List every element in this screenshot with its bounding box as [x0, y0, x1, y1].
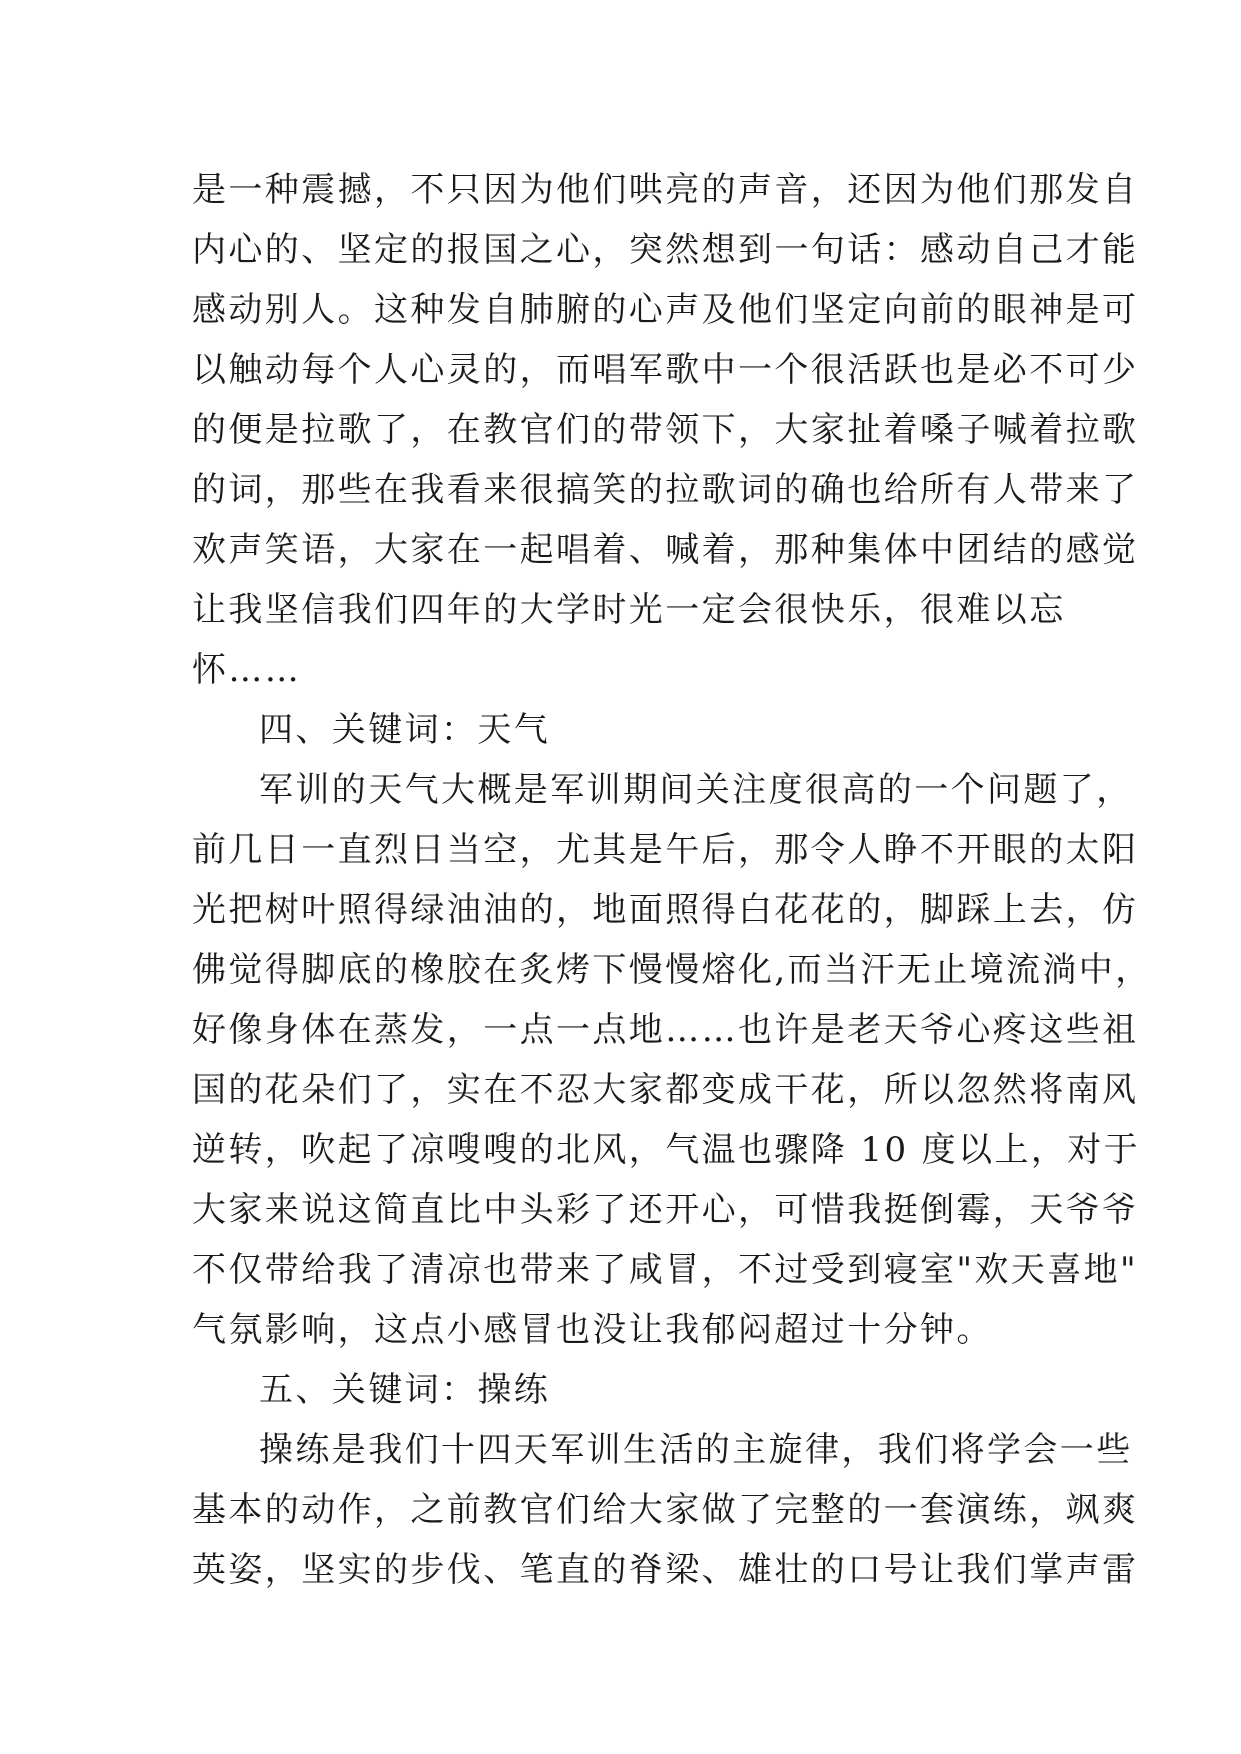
text-line: 怀…… — [192, 650, 302, 690]
text-line: 不仅带给我了清凉也带来了咸冒，不过受到寝室"欢天喜地" — [192, 1250, 1139, 1290]
text-line: 让我坚信我们四年的大学时光一定会很快乐，很难以忘 — [192, 590, 1066, 630]
text-line: 感动别人。这种发自肺腑的心声及他们坚定向前的眼神是可 — [192, 290, 1139, 330]
text-line: 前几日一直烈日当空，尤其是午后，那令人睁不开眼的太阳 — [192, 830, 1139, 870]
text-line: 佛觉得脚底的橡胶在炙烤下慢慢熔化,而当汗无止境流淌中， — [192, 950, 1152, 990]
section-heading-weather: 四、关键词：天气 — [259, 710, 551, 750]
text-line: 国的花朵们了，实在不忍大家都变成干花，所以忽然将南风 — [192, 1070, 1139, 1110]
text-line: 是一种震撼，不只因为他们哄亮的声音，还因为他们那发自 — [192, 170, 1139, 210]
section-heading-drill: 五、关键词：操练 — [259, 1370, 551, 1410]
text-line: 气氛影响，这点小感冒也没让我郁闷超过十分钟。 — [192, 1310, 993, 1350]
text-line: 英姿，坚实的步伐、笔直的脊梁、雄壮的口号让我们掌声雷 — [192, 1550, 1139, 1590]
paragraph-first-line: 军训的天气大概是军训期间关注度很高的一个问题了， — [259, 770, 1133, 810]
text-line: 的便是拉歌了，在教官们的带领下，大家扯着嗓子喊着拉歌 — [192, 410, 1139, 450]
text-line: 大家来说这简直比中头彩了还开心，可惜我挺倒霉，天爷爷 — [192, 1190, 1139, 1230]
text-line: 以触动每个人心灵的，而唱军歌中一个很活跃也是必不可少 — [192, 350, 1139, 390]
text-line: 基本的动作，之前教官们给大家做了完整的一套演练，飒爽 — [192, 1490, 1139, 1530]
text-line: 欢声笑语，大家在一起唱着、喊着，那种集体中团结的感觉 — [192, 530, 1139, 570]
document-body — [192, 160, 1152, 1600]
text-line: 好像身体在蒸发，一点一点地……也许是老天爷心疼这些祖 — [192, 1010, 1139, 1050]
text-line: 的词，那些在我看来很搞笑的拉歌词的确也给所有人带来了 — [192, 470, 1139, 510]
text-line: 光把树叶照得绿油油的，地面照得白花花的，脚踩上去，仿 — [192, 890, 1139, 930]
text-line: 内心的、坚定的报国之心，突然想到一句话：感动自己才能 — [192, 230, 1139, 270]
text-line: 逆转，吹起了凉嗖嗖的北风，气温也骤降 10 度以上，对于 — [192, 1130, 1141, 1170]
paragraph-first-line: 操练是我们十四天军训生活的主旋律，我们将学会一些 — [259, 1430, 1133, 1470]
